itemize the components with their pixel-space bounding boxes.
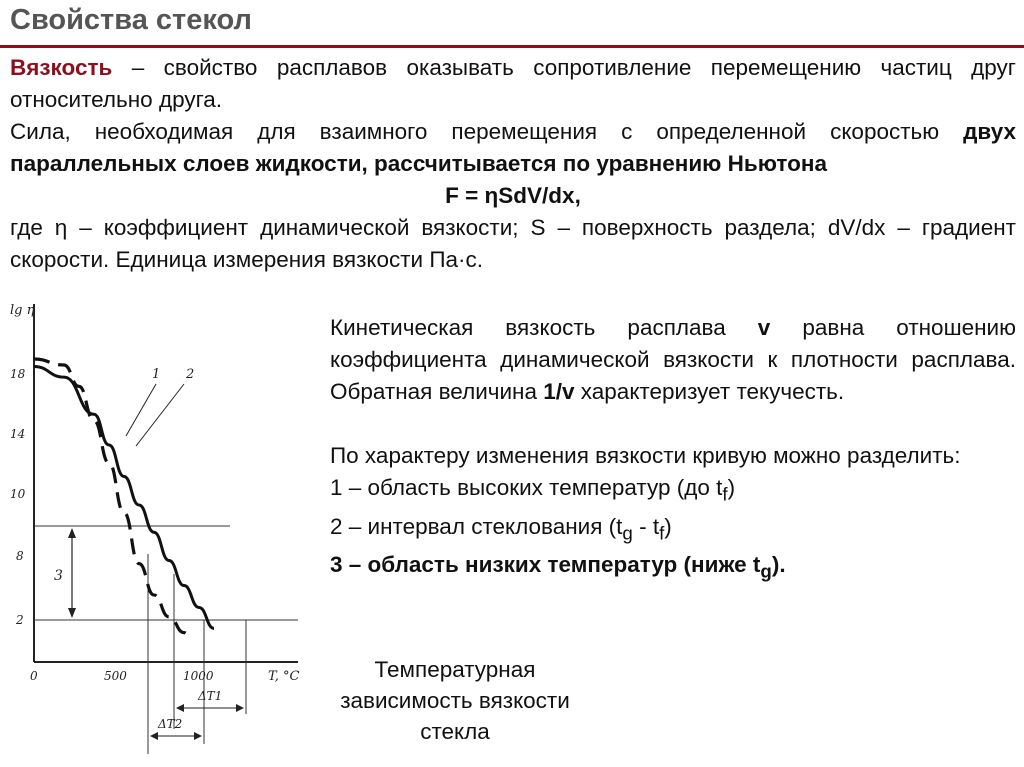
force-text: Сила, необходимая для взаимного перемещения с определенной скоростью: [10, 119, 964, 144]
viscosity-definition: [10, 52, 1016, 116]
region-1-sub: f: [722, 483, 728, 505]
chart-caption: [320, 654, 590, 747]
formula-legend: где η – коэффициент динамической вязкости; S – поверхность раздела; dV/dx – градиент скорости. Единица измерения вязкости Па·с.: [10, 215, 1016, 272]
region-2-sub-f: f: [659, 522, 665, 543]
x-tick-0: 0: [30, 669, 38, 683]
caption-line-3: стекла: [420, 719, 490, 744]
region-2-mid: - t: [632, 513, 660, 539]
kinetic-paragraph: [330, 312, 1016, 408]
x-axis-label: T, °C: [268, 669, 300, 684]
y-tick-10: 10: [10, 487, 26, 501]
region-item-3: [330, 549, 1016, 588]
force-text-bold: двух параллельных слоев жидкости, рассчитывается по уравнению Ньютона: [10, 119, 1016, 176]
region-3-arrow-up: [68, 528, 76, 538]
x-tick-500: 500: [104, 669, 127, 683]
kinetic-text-2: равна отношению коэффициента динамической вязкости к плотности расплава. Обратная величина: [330, 315, 1017, 404]
newton-formula: F = ηSdV/dx,: [445, 183, 581, 208]
kinetic-text-3: характеризует текучесть.: [574, 379, 845, 404]
label-2-leader: [136, 384, 184, 446]
y-tick-14: 14: [10, 427, 26, 441]
region-3-label: 3: [54, 568, 63, 584]
intro-text: [10, 52, 1016, 276]
kinetic-symbol: v: [757, 315, 771, 340]
viscosity-term: Вязкость: [10, 55, 113, 80]
x-tick-1000: 1000: [183, 669, 214, 683]
viscosity-temperature-chart: [8, 284, 323, 764]
region-2-end: ): [664, 513, 672, 539]
y-tick-2: 2: [16, 613, 24, 627]
viscosity-definition-text: – свойство расплавов оказывать сопротивление перемещению частиц друг относительно друга.: [10, 55, 1016, 112]
y-tick-18: 18: [10, 367, 26, 381]
region-2-text: 2 – интервал стеклования (t: [330, 513, 623, 539]
delta-t2-label: ΔT2: [158, 717, 183, 731]
region-3-sub: g: [760, 560, 772, 582]
region-item-2: [330, 511, 1016, 550]
title-divider: [0, 45, 1024, 48]
curve-label-1: 1: [152, 367, 161, 382]
caption-line-1: Температурная: [374, 657, 536, 682]
region-1-end: ): [727, 475, 736, 500]
region-3-arrow-down: [68, 608, 76, 618]
label-1-leader: [126, 384, 156, 436]
delta-t1-label: ΔT1: [198, 689, 223, 703]
region-item-1: [330, 472, 1016, 511]
y-axis-label: lg η: [10, 303, 35, 318]
fluidity-symbol: 1/v: [543, 379, 575, 404]
curve-1-solid: [34, 367, 214, 629]
regions-intro: По характеру изменения вязкости кривую можно разделить:: [330, 443, 961, 468]
curve-label-2: 2: [186, 367, 195, 382]
y-tick-8: 8: [16, 549, 24, 563]
force-paragraph: [10, 116, 1016, 180]
region-1-text: 1 – область высоких температур (до t: [330, 475, 723, 500]
paragraph-gap: [330, 408, 1016, 440]
delta-t1-arrow-left: [176, 704, 184, 712]
delta-t1-arrow-right: [236, 704, 244, 712]
kinetic-text-1: Кинетическая вязкость расплава: [330, 315, 758, 340]
kinetic-viscosity-text: [330, 312, 1016, 588]
region-3-text: 3 – область низких температур (ниже t: [330, 552, 761, 577]
delta-t2-arrow-right: [194, 732, 202, 740]
curve-2-dashed: [34, 359, 195, 639]
delta-t2-arrow-left: [150, 732, 158, 740]
caption-line-2: зависимость вязкости: [340, 688, 570, 713]
region-3-end: ).: [771, 552, 786, 577]
region-2-sub-g: g: [622, 522, 633, 543]
slide-title: Свойства стекол: [10, 4, 252, 36]
